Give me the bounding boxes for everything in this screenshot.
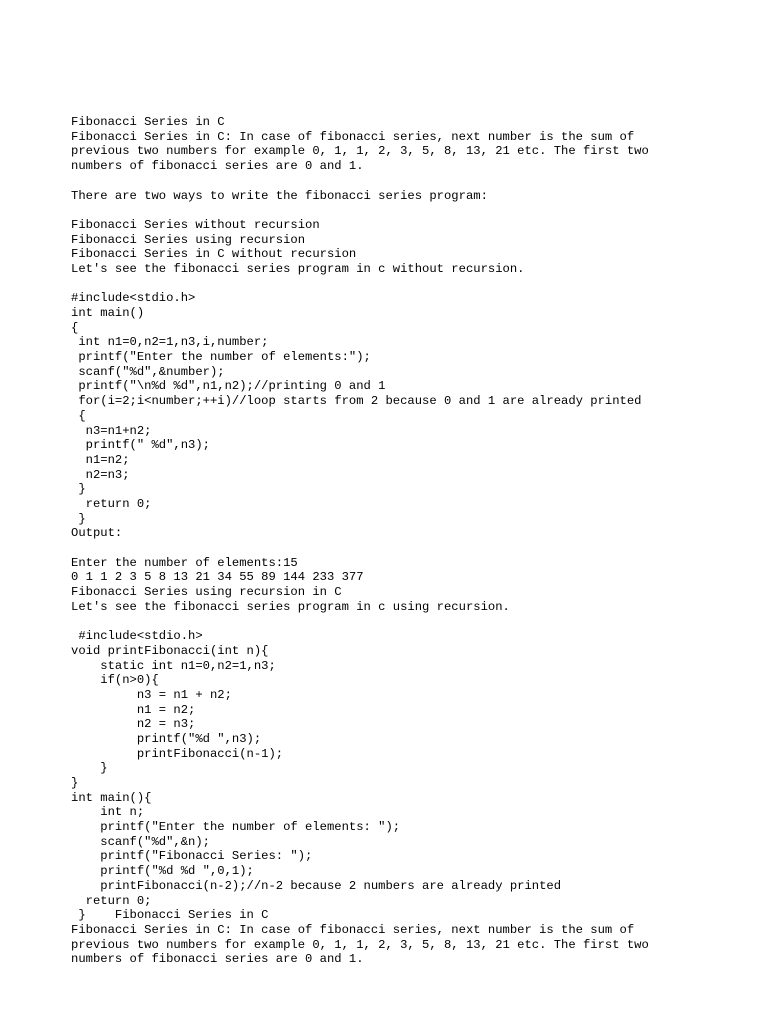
document-line: } xyxy=(71,511,86,526)
document-line: } Fibonacci Series in C xyxy=(71,908,269,923)
document-line: Fibonacci Series in C without recursion xyxy=(71,247,357,262)
document-line: int main() xyxy=(71,306,145,321)
document-line: for(i=2;i<number;++i)//loop starts from 2 because 0 and 1 are already printed xyxy=(71,394,642,409)
document-line: Enter the number of elements:15 xyxy=(71,555,298,570)
document-line: Fibonacci Series using recursion in C xyxy=(71,585,342,600)
document-line: printf("\n%d %d",n1,n2);//printing 0 and 1 xyxy=(71,379,386,394)
document-line: printf("Enter the number of elements:"); xyxy=(71,350,371,365)
document-line: Fibonacci Series in C xyxy=(71,115,225,130)
document-line: void printFibonacci(int n){ xyxy=(71,643,269,658)
document-line: } xyxy=(71,482,86,497)
document-line: scanf("%d",&n); xyxy=(71,834,210,849)
document-line: if(n>0){ xyxy=(71,673,159,688)
document-line: 0 1 1 2 3 5 8 13 21 34 55 89 144 233 377 xyxy=(71,570,364,585)
document-line: int n1=0,n2=1,n3,i,number; xyxy=(71,335,269,350)
document-line: { xyxy=(71,408,86,423)
document-line xyxy=(71,541,751,556)
document-line: Let's see the fibonacci series program in c using recursion. xyxy=(71,599,510,614)
document-line: int main(){ xyxy=(71,790,152,805)
document-line: Output: xyxy=(71,526,123,541)
document-line: There are two ways to write the fibonacci series program: xyxy=(71,188,488,203)
document-line: printf("Enter the number of elements: "); xyxy=(71,820,401,835)
document-line: Fibonacci Series in C: In case of fibonacci series, next number is the sum of xyxy=(71,129,635,144)
document-line: static int n1=0,n2=1,n3; xyxy=(71,658,276,673)
document-line: numbers of fibonacci series are 0 and 1. xyxy=(71,952,364,967)
document-line: n2=n3; xyxy=(71,467,130,482)
document-line: } xyxy=(71,761,108,776)
document-line xyxy=(71,614,751,629)
document-body xyxy=(71,71,751,967)
document-line: Let's see the fibonacci series program in c without recursion. xyxy=(71,261,525,276)
document-line: n1 = n2; xyxy=(71,702,196,717)
document-line xyxy=(71,277,751,292)
document-line: return 0; xyxy=(71,893,152,908)
document-line: Fibonacci Series in C: In case of fibonacci series, next number is the sum of xyxy=(71,922,635,937)
document-line: printf("Fibonacci Series: "); xyxy=(71,849,313,864)
document-line: printf("%d ",n3); xyxy=(71,731,262,746)
document-line: n3 = n1 + n2; xyxy=(71,687,232,702)
document-line: Fibonacci Series without recursion xyxy=(71,217,320,232)
document-line: n1=n2; xyxy=(71,452,130,467)
document-line: #include<stdio.h> xyxy=(71,629,203,644)
document-line: { xyxy=(71,320,79,335)
document-line: previous two numbers for example 0, 1, 1, 2, 3, 5, 8, 13, 21 etc. The first two xyxy=(71,937,649,952)
document-line: } xyxy=(71,776,79,791)
document-line xyxy=(71,203,751,218)
document-line: scanf("%d",&number); xyxy=(71,364,225,379)
document-line: n3=n1+n2; xyxy=(71,423,152,438)
document-line: previous two numbers for example 0, 1, 1, 2, 3, 5, 8, 13, 21 etc. The first two xyxy=(71,144,649,159)
document-line: numbers of fibonacci series are 0 and 1. xyxy=(71,159,364,174)
document-line: #include<stdio.h> xyxy=(71,291,196,306)
document-line: printf(" %d",n3); xyxy=(71,438,210,453)
document-line: int n; xyxy=(71,805,145,820)
document-line xyxy=(71,174,751,189)
document-line: printf("%d %d ",0,1); xyxy=(71,864,254,879)
document-line: Fibonacci Series using recursion xyxy=(71,232,306,247)
document-line: printFibonacci(n-2);//n-2 because 2 numbers are already printed xyxy=(71,878,562,893)
document-line: n2 = n3; xyxy=(71,717,196,732)
document-line: printFibonacci(n-1); xyxy=(71,746,284,761)
document-line: return 0; xyxy=(71,496,152,511)
